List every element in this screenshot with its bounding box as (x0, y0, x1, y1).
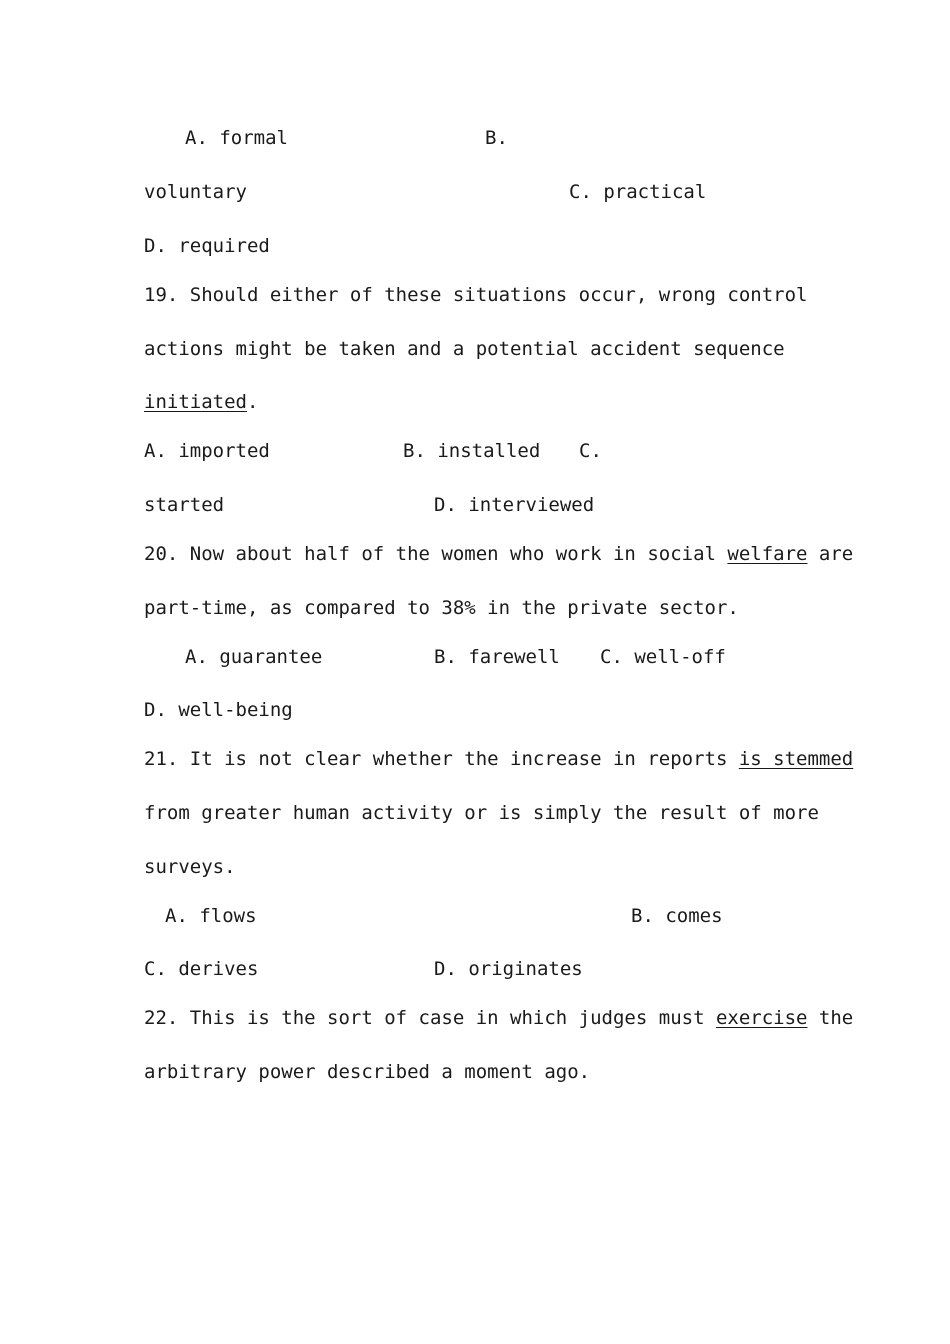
q21-stem-before: 21. It is not clear whether the increase in reports (144, 748, 739, 770)
q20-option-d: D. well-being (144, 699, 293, 721)
q20-stem-after: are (807, 543, 854, 565)
q22-underlined-word: exercise (715, 1007, 808, 1029)
q21-option-a: A. flows (165, 905, 257, 927)
q18-option-a: A. formal (185, 127, 288, 149)
q19-stem-line-1: 19. Should either of these situations occur, wrong control (144, 284, 808, 306)
q22-stem-line-1 (144, 1009, 853, 1028)
q20-option-a: A. guarantee (185, 646, 323, 668)
q19-stem-line-3 (144, 393, 258, 412)
q19-option-d: D. interviewed (434, 494, 595, 516)
q18-option-b-text: voluntary (144, 181, 247, 203)
q18-option-c: C. practical (569, 181, 707, 203)
q19-option-b: B. installed (403, 440, 541, 462)
q18-option-b-marker: B. (485, 127, 508, 149)
q20-option-b: B. farewell (434, 646, 560, 668)
q22-stem-before: 22. This is the sort of case in which judges must (144, 1007, 716, 1029)
q21-stem-line-2: from greater human activity or is simply the result of more (144, 802, 819, 824)
q21-stem-line-1 (144, 750, 853, 769)
q19-underlined-word: initiated (144, 391, 247, 413)
q21-option-c: C. derives (144, 958, 259, 980)
q18-option-d: D. required (144, 235, 270, 257)
q20-stem-before: 20. Now about half of the women who work in social (144, 543, 728, 565)
q21-option-b: B. comes (631, 905, 723, 927)
q20-option-c: C. well-off (600, 646, 726, 668)
q21-underlined-phrase: is stemmed (738, 748, 854, 770)
q19-option-a: A. imported (144, 440, 270, 462)
q19-option-c-text: started (144, 494, 225, 516)
q20-underlined-word: welfare (727, 543, 808, 565)
q21-option-d: D. originates (434, 958, 583, 980)
q22-stem-line-2: arbitrary power described a moment ago. (144, 1061, 591, 1083)
q21-stem-line-3: surveys. (144, 856, 236, 878)
q19-option-c-marker: C. (579, 440, 602, 462)
q20-stem-line-1 (144, 545, 853, 564)
q19-stem-line-2: actions might be taken and a potential accident sequence (144, 338, 785, 360)
q20-stem-line-2: part-time, as compared to 38% in the private sector. (144, 597, 739, 619)
q22-stem-after: the (807, 1007, 854, 1029)
q19-period: . (246, 391, 259, 413)
